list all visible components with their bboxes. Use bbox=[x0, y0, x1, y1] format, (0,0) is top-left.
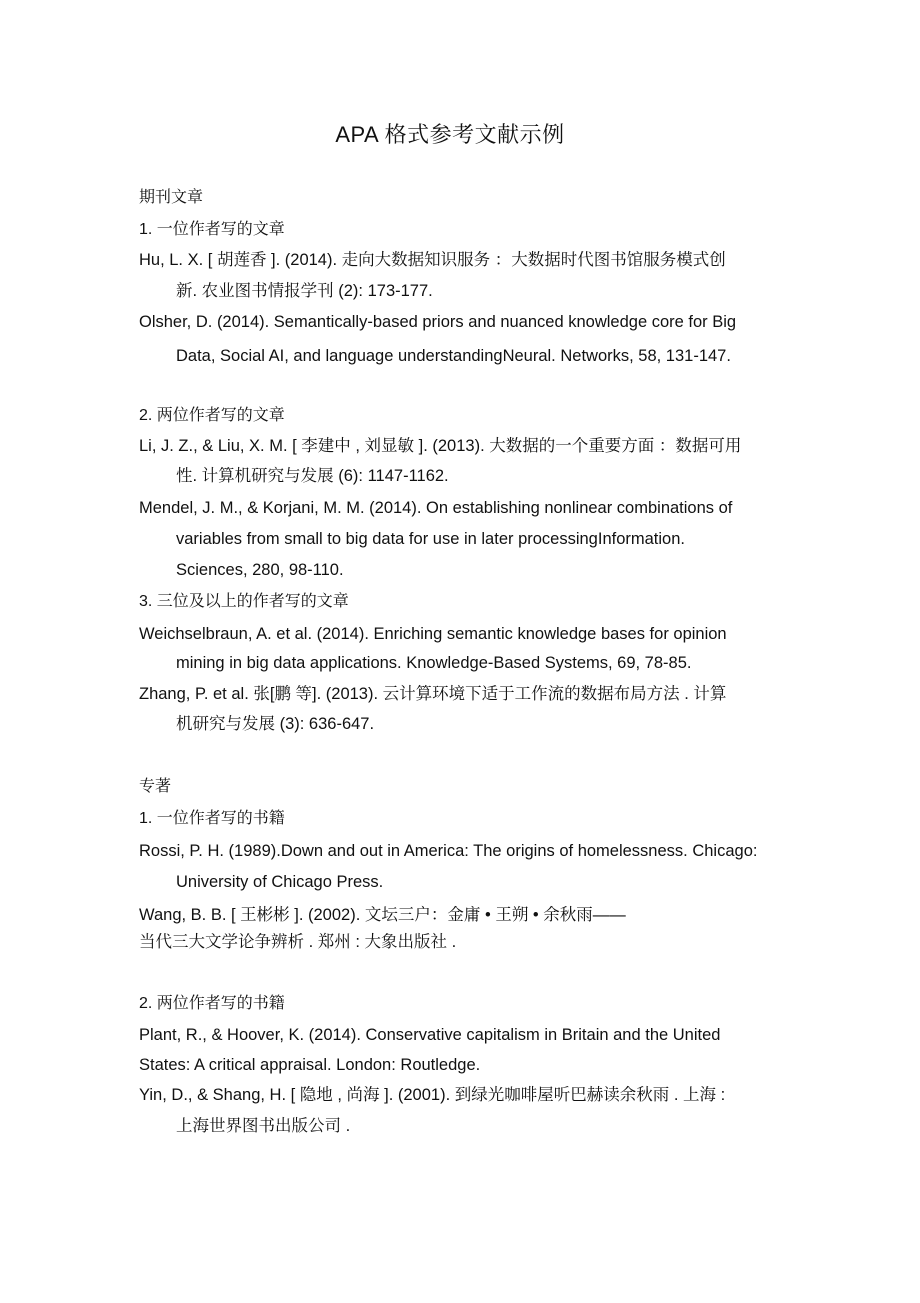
reference-line: 当代三大文学论争辨析 . 郑州 : 大象出版社 . bbox=[139, 933, 457, 951]
reference-line: Data, Social AI, and language understandingNeural. Networks, 58, 131-147. bbox=[176, 347, 731, 365]
subsection-heading: 2. 两位作者写的书籍 bbox=[139, 995, 285, 1012]
reference-line: Mendel, J. M., & Korjani, M. M. (2014). On establishing nonlinear combinations of bbox=[139, 499, 733, 517]
section-heading-monograph: 专著 bbox=[139, 778, 172, 795]
reference-line: University of Chicago Press. bbox=[176, 873, 384, 891]
reference-line: 上海世界图书出版公司 . bbox=[176, 1117, 351, 1135]
reference-line: Yin, D., & Shang, H. [ 隐地 , 尚海 ]. (2001). 到绿光咖啡屋听巴赫读余秋雨 . 上海 : bbox=[139, 1086, 726, 1104]
reference-line: Hu, L. X. [ 胡莲香 ]. (2014). 走向大数据知识服务 ：大数据时代图书馆服务模式创 bbox=[139, 251, 726, 269]
reference-line: mining in big data applications. Knowledge-Based Systems, 69, 78-85. bbox=[176, 654, 692, 672]
reference-line: Weichselbraun, A. et al. (2014). Enriching semantic knowledge bases for opinion bbox=[139, 625, 727, 643]
reference-line: variables from small to big data for use in later processingInformation. bbox=[176, 530, 685, 548]
subsection-heading: 2. 两位作者写的文章 bbox=[139, 407, 285, 424]
reference-line: 机研究与发展 (3): 636-647. bbox=[176, 715, 375, 733]
reference-line: Olsher, D. (2014). Semantically-based priors and nuanced knowledge core for Big bbox=[139, 313, 737, 331]
reference-line: States: A critical appraisal. London: Routledge. bbox=[139, 1056, 481, 1074]
reference-line: 新. 农业图书情报学刊 (2): 173-177. bbox=[176, 282, 433, 300]
subsection-heading: 3. 三位及以上的作者写的文章 bbox=[139, 593, 349, 610]
reference-line: Li, J. Z., & Liu, X. M. [ 李建中 , 刘显敏 ]. (2013). 大数据的一个重要方面 ：数据可用 bbox=[139, 437, 742, 455]
reference-line: Rossi, P. H. (1989).Down and out in America: The origins of homelessness. Chicago: bbox=[139, 842, 758, 860]
reference-line: Zhang, P. et al. 张[鹏 等]. (2013). 云计算环境下适于工作流的数据布局方法 . 计算 bbox=[139, 685, 727, 703]
page-title: APA 格式参考文献示例 bbox=[335, 122, 565, 147]
section-heading-journal: 期刊文章 bbox=[139, 189, 204, 206]
reference-line: 性. 计算机研究与发展 (6): 1147-1162. bbox=[176, 467, 449, 485]
reference-line: Wang, B. B. [ 王彬彬 ]. (2002). 文坛三户：金庸 • 王朔 • 余秋雨—— bbox=[139, 906, 626, 924]
subsection-heading: 1. 一位作者写的文章 bbox=[139, 221, 285, 238]
reference-line: Plant, R., & Hoover, K. (2014). Conservative capitalism in Britain and the United bbox=[139, 1026, 721, 1044]
subsection-heading: 1. 一位作者写的书籍 bbox=[139, 810, 285, 827]
reference-line: Sciences, 280, 98-110. bbox=[176, 561, 344, 579]
